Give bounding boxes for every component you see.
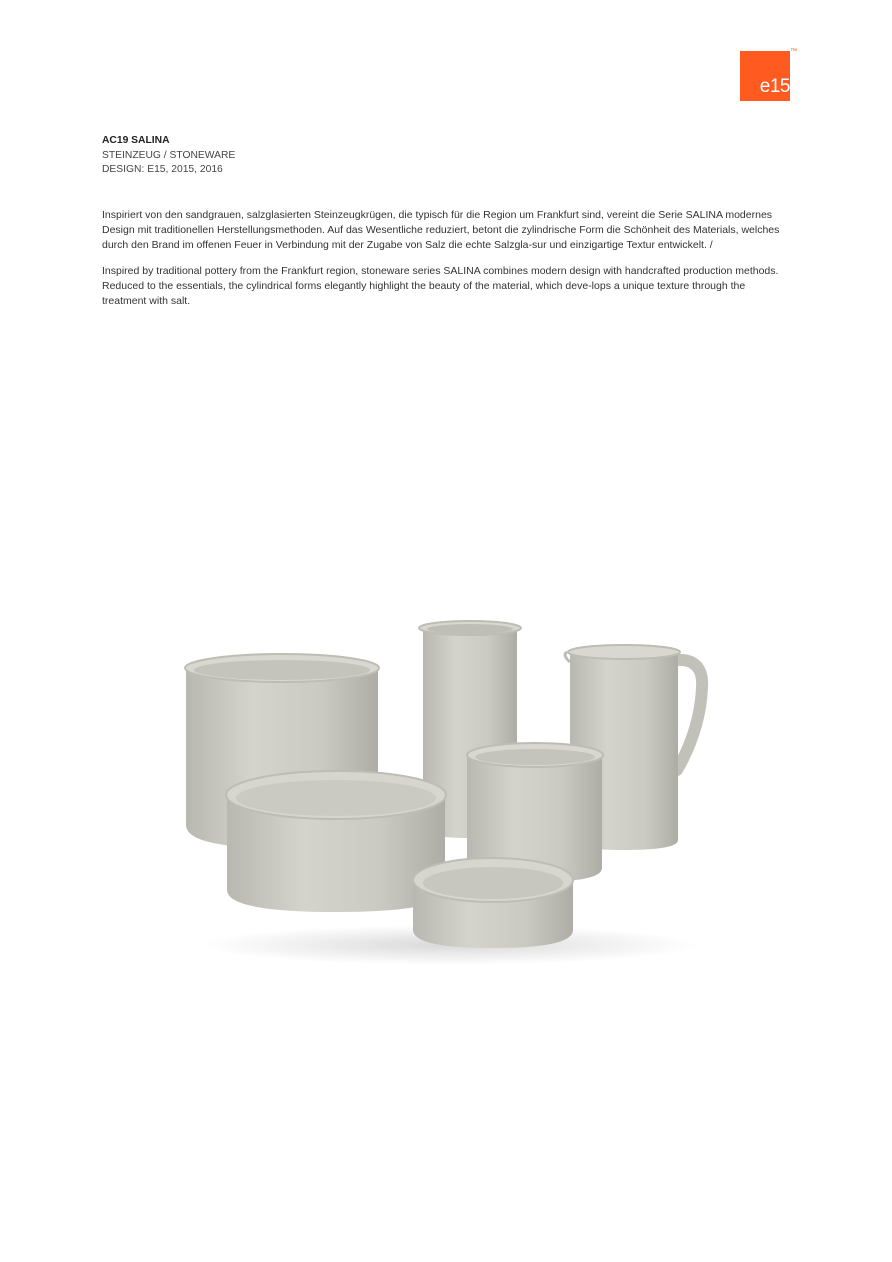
product-photo	[160, 600, 740, 970]
product-description	[102, 208, 792, 321]
logo-text: e15	[759, 76, 790, 97]
description-english: Inspired by traditional pottery from the Frankfurt region, stoneware series SALINA combines modern design with handcrafted production methods. Reduced to the essentials, the cylindrical forms elegantly highlight the beauty of the material, which deve-lops a unique texture through the treatment with salt.	[102, 265, 779, 307]
trademark-mark: ™	[790, 48, 797, 55]
product-title: AC19 SALINA	[102, 135, 170, 146]
description-german: Inspiriert von den sandgrauen, salzglasierten Steinzeugkrügen, die typisch für die Region um Frankfurt sind, vereint die Serie SALINA modernes Design mit traditionellen Herstellungsmethoden. Auf das Wesentliche reduziert, betont die zylindrische Form die Schönheit des Materials, welches durch den Brand im offenen Feuer in Verbindung mit der Zugabe von Salz die echte Salzgla-sur und einzigartige Textur entwickelt. /	[102, 209, 780, 251]
e15-logo	[740, 48, 797, 101]
product-header	[102, 134, 235, 178]
product-material: STEINZEUG / STONEWARE	[102, 149, 236, 161]
small-bowl	[413, 858, 573, 948]
product-design: DESIGN: E15, 2015, 2016	[102, 164, 223, 175]
